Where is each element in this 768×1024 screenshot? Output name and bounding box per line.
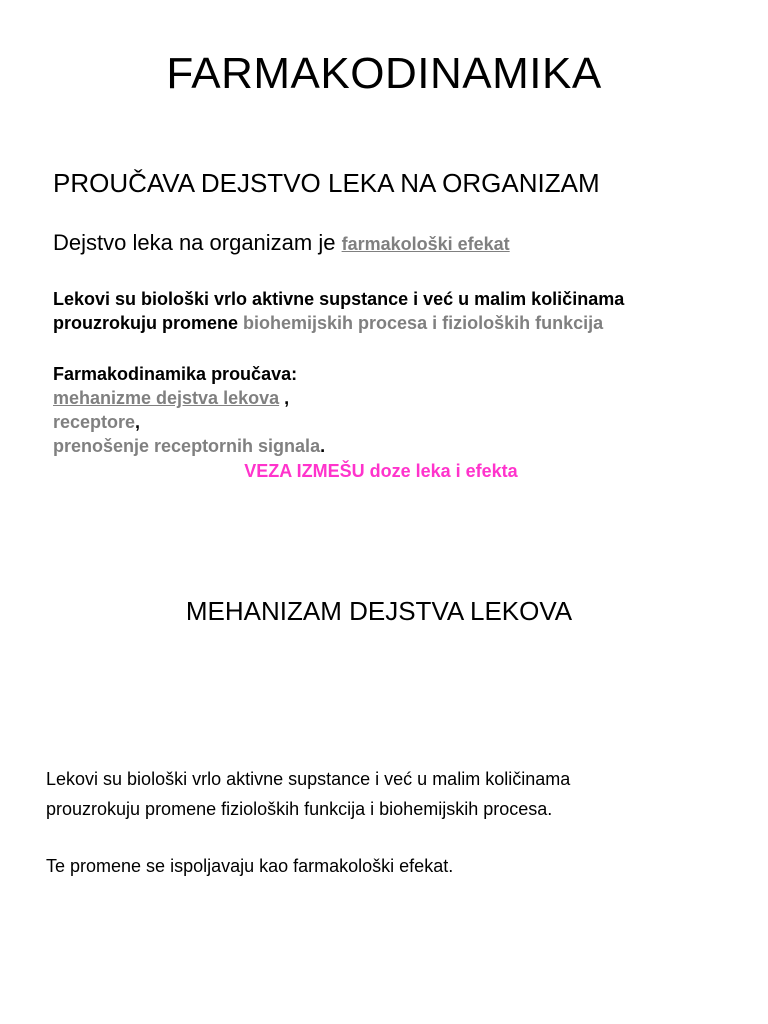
studies-heading: Farmakodinamika proučava: [53, 364, 298, 384]
studies-item-receptors-suffix: , [135, 412, 141, 432]
studies-item-signals [53, 434, 325, 458]
plain-paragraph-line-1: Lekovi su biološki vrlo aktivne supstance i već u malim količinama [46, 769, 571, 789]
dose-effect-relation: VEZA IZMEŠU doze leka i efekta [244, 461, 518, 481]
plain-paragraph [46, 764, 746, 824]
studies-item-receptors [53, 410, 325, 434]
pharmacological-effect-link[interactable]: farmakološki efekat [341, 234, 510, 254]
page-title: FARMAKODINAMIKA [166, 49, 602, 98]
plain-paragraph-line-2: prouzrokuju promene fizioloških funkcija i biohemijskih procesa. [46, 799, 553, 819]
subtitle: PROUČAVA DEJSTVO LEKA NA ORGANIZAM [53, 168, 600, 198]
studies-item-mechanisms [53, 386, 325, 410]
bold-paragraph [53, 287, 753, 335]
effect-line-text: Dejstvo leka na organizam je [53, 230, 342, 255]
bold-paragraph-line-1: Lekovi su biološki vrlo aktivne supstance i već u malim količinama [53, 289, 625, 309]
bold-paragraph-gray-text: biohemijskih procesa i fizioloških funkcija [243, 313, 604, 333]
studies-item-mechanisms-suffix: , [279, 388, 290, 408]
bold-paragraph-line-2-text: prouzrokuju promene [53, 313, 244, 333]
bold-paragraph-line-2 [53, 311, 753, 335]
receptors-text: receptore [53, 412, 136, 432]
signals-text: prenošenje receptornih signala [53, 436, 321, 456]
closing-sentence: Te promene se ispoljavaju kao farmakološki efekat. [46, 856, 454, 876]
studies-list [53, 362, 325, 458]
section-title: MEHANIZAM DEJSTVA LEKOVA [185, 596, 573, 626]
mechanisms-link[interactable]: mehanizme dejstva lekova [53, 388, 280, 408]
studies-item-signals-suffix: . [320, 436, 326, 456]
effect-line [53, 229, 510, 258]
